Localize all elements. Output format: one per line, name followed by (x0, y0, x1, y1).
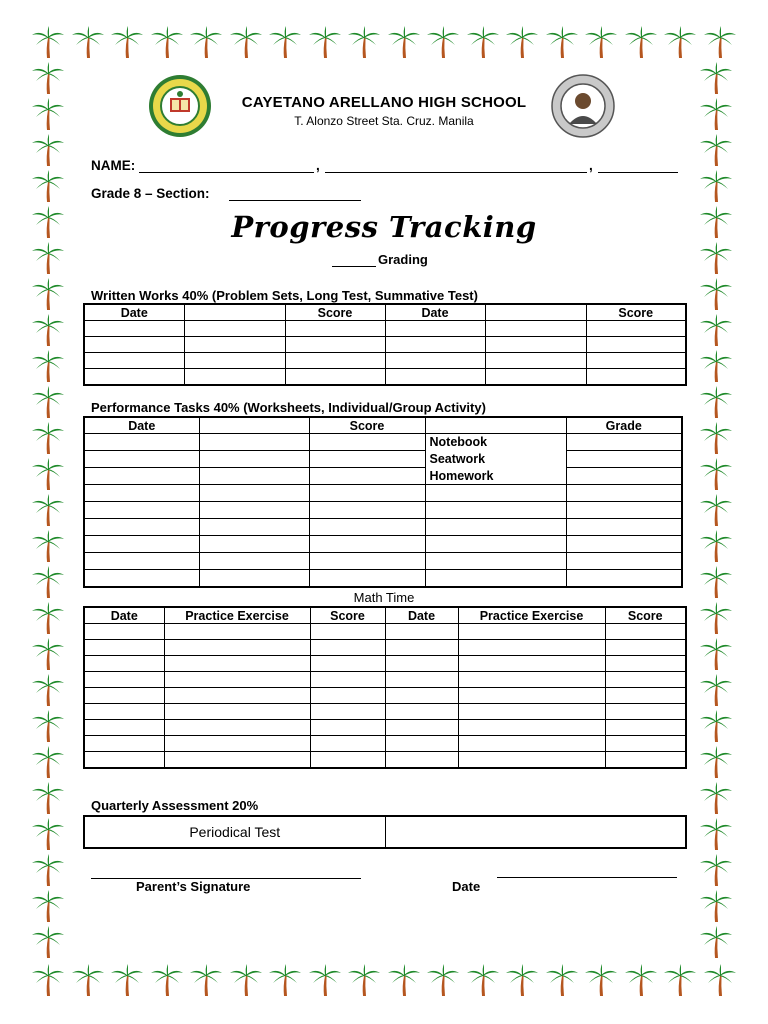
table-cell[interactable] (605, 640, 686, 656)
table-cell[interactable] (164, 752, 310, 769)
palm-tree-icon (698, 744, 738, 780)
table-cell[interactable] (458, 720, 605, 736)
table-cell[interactable] (309, 519, 425, 536)
palm-tree-icon (30, 96, 70, 132)
table-cell[interactable] (199, 553, 309, 570)
palm-tree-icon (425, 24, 461, 64)
palm-tree-icon (30, 492, 70, 528)
table-cell[interactable] (425, 502, 566, 519)
column-header: Practice Exercise (164, 607, 310, 624)
palm-tree-icon (30, 780, 70, 816)
grade-section-label: Grade 8 – Section: (91, 186, 210, 201)
palm-tree-icon (623, 962, 659, 1002)
first-name-line[interactable] (325, 172, 587, 173)
table-cell[interactable] (309, 468, 425, 485)
palm-tree-icon (386, 962, 422, 1002)
table-cell[interactable] (84, 656, 164, 672)
table-cell[interactable] (385, 688, 458, 704)
table-cell[interactable] (425, 485, 566, 502)
table-row (84, 752, 686, 769)
table-cell[interactable] (458, 656, 605, 672)
table-cell[interactable] (309, 502, 425, 519)
column-header: Score (605, 607, 686, 624)
palm-tree-icon (109, 24, 145, 64)
table-cell[interactable] (184, 353, 285, 369)
table-cell[interactable] (566, 553, 682, 570)
table-cell[interactable] (164, 672, 310, 688)
written-works-title: Written Works 40% (Problem Sets, Long Test, Summative Test) (91, 288, 478, 303)
quarterly-assessment-title: Quarterly Assessment 20% (91, 798, 259, 813)
table-cell[interactable] (310, 704, 385, 720)
palm-tree-icon (307, 962, 343, 1002)
palm-tree-icon (30, 276, 70, 312)
table-cell[interactable] (84, 369, 184, 386)
table-cell[interactable] (199, 536, 309, 553)
table-row (84, 434, 682, 451)
column-header: Grade (566, 417, 682, 434)
page-title: Progress Tracking (231, 210, 537, 244)
table-cell[interactable] (309, 553, 425, 570)
table-row (84, 816, 686, 848)
palm-tree-icon (188, 962, 224, 1002)
table-cell[interactable] (566, 451, 682, 468)
column-header: Date (385, 304, 485, 321)
table-cell[interactable] (458, 704, 605, 720)
palm-tree-icon (30, 600, 70, 636)
palm-tree-icon (30, 962, 66, 1002)
school-name: CAYETANO ARELLANO HIGH SCHOOL (241, 94, 527, 111)
table-cell[interactable] (605, 688, 686, 704)
table-cell[interactable] (566, 468, 682, 485)
column-header: Date (385, 607, 458, 624)
table-cell[interactable] (385, 369, 485, 386)
table-cell[interactable] (310, 640, 385, 656)
table-cell[interactable] (586, 369, 686, 386)
palm-tree-icon (267, 24, 303, 64)
table-cell[interactable] (385, 736, 458, 752)
palm-tree-icon (307, 24, 343, 64)
palm-tree-icon (30, 744, 70, 780)
palm-tree-icon (149, 962, 185, 1002)
table-cell[interactable] (184, 369, 285, 386)
table-row (84, 519, 682, 536)
palm-tree-icon (30, 852, 70, 888)
written-works-table (83, 303, 687, 386)
table-cell[interactable] (485, 369, 586, 386)
name-comma-2: , (589, 158, 593, 173)
table-header-row (84, 304, 686, 321)
palm-tree-icon (702, 962, 738, 1002)
palm-tree-icon (698, 852, 738, 888)
table-cell[interactable] (164, 688, 310, 704)
table-cell[interactable] (385, 624, 458, 640)
palm-tree-icon (698, 168, 738, 204)
table-cell[interactable] (84, 502, 199, 519)
table-cell[interactable] (184, 321, 285, 337)
palm-tree-icon (698, 600, 738, 636)
table-cell[interactable] (458, 624, 605, 640)
table-cell[interactable] (164, 640, 310, 656)
palm-tree-icon (267, 962, 303, 1002)
table-cell[interactable] (458, 688, 605, 704)
column-header: Date (84, 417, 199, 434)
palm-tree-icon (702, 24, 738, 64)
table-cell[interactable] (84, 640, 164, 656)
palm-tree-icon (30, 672, 70, 708)
table-cell[interactable] (84, 321, 184, 337)
table-cell[interactable] (164, 704, 310, 720)
table-cell[interactable] (425, 536, 566, 553)
table-cell[interactable] (84, 536, 199, 553)
palm-tree-icon (698, 456, 738, 492)
name-comma-1: , (316, 158, 320, 173)
table-cell[interactable] (566, 485, 682, 502)
table-cell[interactable] (84, 570, 199, 588)
palm-tree-icon (30, 888, 70, 924)
table-row (84, 624, 686, 640)
palm-tree-icon (465, 962, 501, 1002)
table-cell[interactable] (458, 672, 605, 688)
palm-tree-icon (698, 672, 738, 708)
table-cell[interactable] (84, 353, 184, 369)
table-cell[interactable] (458, 640, 605, 656)
table-row (84, 720, 686, 736)
table-cell[interactable] (458, 752, 605, 769)
table-cell[interactable] (84, 672, 164, 688)
table-cell[interactable] (485, 353, 586, 369)
column-header: Score (586, 304, 686, 321)
table-cell[interactable] (458, 736, 605, 752)
palm-tree-icon (30, 636, 70, 672)
table-cell[interactable] (309, 451, 425, 468)
math-time-table (83, 606, 687, 769)
table-cell[interactable] (586, 337, 686, 353)
table-row (84, 656, 686, 672)
table-cell[interactable] (310, 688, 385, 704)
table-row (84, 536, 682, 553)
table-cell[interactable] (199, 502, 309, 519)
palm-tree-icon (544, 962, 580, 1002)
table-cell[interactable] (385, 656, 458, 672)
table-cell[interactable] (84, 752, 164, 769)
table-row (84, 353, 686, 369)
column-header (184, 304, 285, 321)
table-cell[interactable] (164, 720, 310, 736)
palm-tree-icon (698, 492, 738, 528)
table-cell[interactable] (84, 451, 199, 468)
palm-tree-icon (698, 132, 738, 168)
palm-tree-icon (30, 708, 70, 744)
palm-tree-icon (109, 962, 145, 1002)
palm-tree-icon (504, 962, 540, 1002)
palm-tree-icon (504, 24, 540, 64)
table-cell[interactable] (605, 752, 686, 769)
palm-tree-icon (698, 348, 738, 384)
table-cell[interactable] (586, 353, 686, 369)
table-row (84, 640, 686, 656)
table-row (84, 502, 682, 519)
table-cell[interactable] (385, 640, 458, 656)
table-cell[interactable] (605, 672, 686, 688)
palm-tree-icon (698, 780, 738, 816)
table-cell[interactable] (485, 337, 586, 353)
table-cell[interactable] (285, 369, 385, 386)
palm-tree-icon (228, 962, 264, 1002)
palm-tree-icon (30, 564, 70, 600)
palm-tree-icon (623, 24, 659, 64)
table-cell[interactable] (605, 736, 686, 752)
palm-tree-icon (228, 24, 264, 64)
table-cell[interactable] (199, 485, 309, 502)
table-header-row (84, 607, 686, 624)
table-cell[interactable] (164, 736, 310, 752)
palm-tree-icon (698, 420, 738, 456)
table-cell[interactable] (310, 736, 385, 752)
palm-tree-icon (662, 962, 698, 1002)
table-cell[interactable] (84, 519, 199, 536)
math-time-title: Math Time (353, 590, 415, 605)
palm-tree-icon (698, 384, 738, 420)
table-cell[interactable] (310, 672, 385, 688)
palm-tree-icon (30, 456, 70, 492)
middle-initial-line[interactable] (598, 172, 678, 173)
table-cell[interactable] (385, 672, 458, 688)
table-cell[interactable] (199, 519, 309, 536)
palm-tree-icon (30, 528, 70, 564)
column-header: Score (285, 304, 385, 321)
palm-tree-icon (698, 96, 738, 132)
table-row (84, 672, 686, 688)
table-row (84, 553, 682, 570)
grading-label: Grading (378, 252, 428, 267)
table-cell[interactable] (84, 337, 184, 353)
table-cell[interactable] (285, 337, 385, 353)
date-signature-line[interactable] (497, 877, 677, 878)
palm-border-top (30, 24, 738, 64)
table-cell[interactable] (566, 536, 682, 553)
palm-tree-icon (70, 962, 106, 1002)
palm-tree-icon (188, 24, 224, 64)
table-row (84, 321, 686, 337)
table-cell[interactable] (385, 752, 458, 769)
palm-tree-icon (30, 816, 70, 852)
palm-tree-icon (698, 204, 738, 240)
column-header: Score (310, 607, 385, 624)
palm-tree-icon (698, 924, 738, 960)
periodical-test-label: Periodical Test (84, 816, 385, 848)
palm-tree-icon (346, 962, 382, 1002)
palm-tree-icon (30, 168, 70, 204)
grading-period-line[interactable] (332, 266, 376, 267)
column-header: Date (84, 304, 184, 321)
palm-tree-icon (30, 60, 70, 96)
table-cell[interactable] (199, 468, 309, 485)
palm-tree-icon (698, 708, 738, 744)
table-cell[interactable] (285, 321, 385, 337)
palm-tree-icon (346, 24, 382, 64)
table-cell[interactable] (84, 468, 199, 485)
school-address: T. Alonzo Street Sta. Cruz. Manila (294, 114, 474, 128)
table-cell[interactable] (566, 570, 682, 588)
table-cell[interactable] (84, 485, 199, 502)
palm-tree-icon (698, 312, 738, 348)
table-header-row (84, 417, 682, 434)
table-cell[interactable] (84, 553, 199, 570)
palm-tree-icon (662, 24, 698, 64)
palm-tree-icon (698, 564, 738, 600)
table-cell[interactable] (199, 451, 309, 468)
palm-tree-icon (698, 816, 738, 852)
table-cell[interactable] (586, 321, 686, 337)
performance-item-label: Seatwork (425, 451, 566, 468)
table-row (84, 736, 686, 752)
palm-tree-icon (30, 204, 70, 240)
table-row (84, 704, 686, 720)
table-cell[interactable] (310, 752, 385, 769)
table-cell[interactable] (84, 434, 199, 451)
table-cell[interactable] (385, 704, 458, 720)
table-cell[interactable] (385, 353, 485, 369)
palm-tree-icon (30, 924, 70, 960)
table-row (84, 337, 686, 353)
table-cell[interactable] (184, 337, 285, 353)
table-row (84, 688, 686, 704)
table-cell[interactable] (309, 434, 425, 451)
table-cell[interactable] (605, 704, 686, 720)
column-header (485, 304, 586, 321)
palm-tree-icon (544, 24, 580, 64)
palm-tree-icon (30, 132, 70, 168)
table-cell[interactable] (566, 434, 682, 451)
performance-item-label: Notebook (425, 434, 566, 451)
palm-tree-icon (465, 24, 501, 64)
palm-tree-icon (386, 24, 422, 64)
table-cell[interactable] (310, 656, 385, 672)
table-cell[interactable] (84, 704, 164, 720)
table-cell[interactable] (566, 502, 682, 519)
table-cell[interactable] (309, 570, 425, 588)
palm-tree-icon (149, 24, 185, 64)
column-header (199, 417, 309, 434)
table-cell[interactable] (84, 688, 164, 704)
palm-tree-icon (698, 60, 738, 96)
table-cell[interactable] (385, 720, 458, 736)
column-header: Date (84, 607, 164, 624)
last-name-line[interactable] (139, 172, 314, 173)
palm-tree-icon (698, 888, 738, 924)
date-signature-label: Date (452, 879, 481, 894)
table-cell[interactable] (425, 553, 566, 570)
palm-tree-icon (698, 276, 738, 312)
table-row (84, 369, 686, 386)
table-cell[interactable] (425, 570, 566, 588)
palm-tree-icon (583, 24, 619, 64)
palm-tree-icon (425, 962, 461, 1002)
column-header: Practice Exercise (458, 607, 605, 624)
palm-tree-icon (698, 528, 738, 564)
table-row (84, 451, 682, 468)
table-cell[interactable] (164, 624, 310, 640)
column-header (425, 417, 566, 434)
table-cell[interactable] (309, 485, 425, 502)
palm-tree-icon (30, 420, 70, 456)
palm-tree-icon (698, 636, 738, 672)
table-cell[interactable] (605, 624, 686, 640)
table-cell[interactable] (285, 353, 385, 369)
parent-signature-label: Parent’s Signature (136, 879, 251, 894)
column-header: Score (309, 417, 425, 434)
palm-border-left (30, 60, 70, 960)
palm-tree-icon (30, 24, 66, 64)
table-cell[interactable] (385, 321, 485, 337)
palm-tree-icon (30, 240, 70, 276)
table-cell[interactable] (199, 434, 309, 451)
table-cell[interactable] (605, 656, 686, 672)
palm-tree-icon (698, 240, 738, 276)
palm-tree-icon (30, 384, 70, 420)
performance-item-label: Homework (425, 468, 566, 485)
table-cell[interactable] (84, 624, 164, 640)
name-label: NAME: (91, 158, 136, 173)
table-cell[interactable] (84, 736, 164, 752)
performance-tasks-title: Performance Tasks 40% (Worksheets, Individual/Group Activity) (91, 400, 486, 415)
palm-tree-icon (583, 962, 619, 1002)
table-row (84, 485, 682, 502)
table-cell[interactable] (566, 519, 682, 536)
section-line[interactable] (229, 200, 361, 201)
palm-border-bottom (30, 962, 738, 1002)
table-cell[interactable] (164, 656, 310, 672)
table-cell[interactable] (199, 570, 309, 588)
palm-tree-icon (30, 348, 70, 384)
table-cell[interactable] (310, 624, 385, 640)
table-row (84, 570, 682, 588)
quarterly-assessment-table (83, 815, 687, 849)
table-cell[interactable] (425, 519, 566, 536)
table-cell[interactable] (84, 720, 164, 736)
palm-border-right (698, 60, 738, 960)
table-cell[interactable] (385, 337, 485, 353)
performance-tasks-table (83, 416, 683, 588)
palm-tree-icon (70, 24, 106, 64)
table-row (84, 468, 682, 485)
table-cell[interactable] (310, 720, 385, 736)
palm-tree-icon (30, 312, 70, 348)
table-cell[interactable] (605, 720, 686, 736)
table-cell[interactable] (485, 321, 586, 337)
periodical-test-score-cell[interactable] (385, 816, 686, 848)
table-cell[interactable] (309, 536, 425, 553)
